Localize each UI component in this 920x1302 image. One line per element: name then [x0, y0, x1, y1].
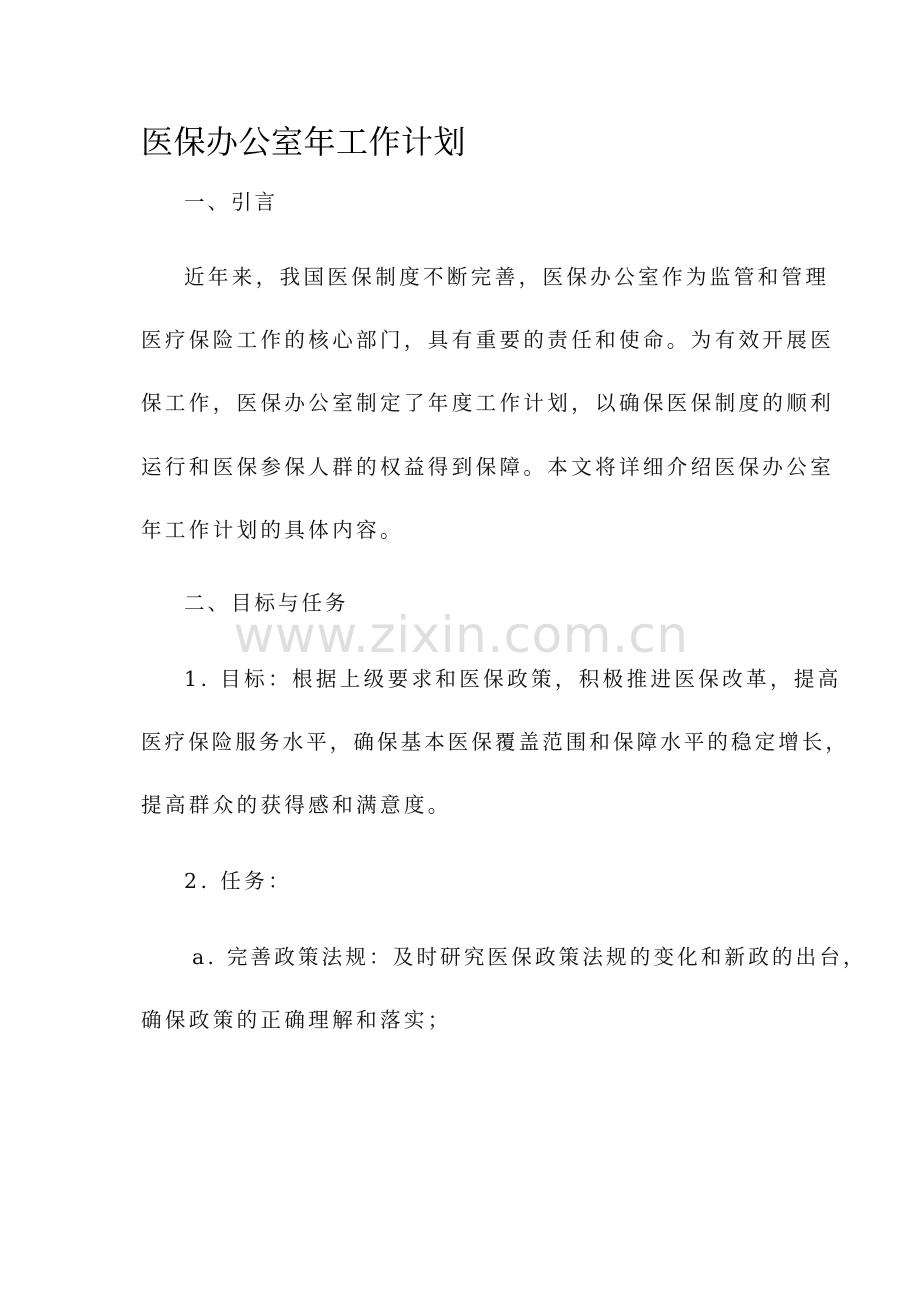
watermark: www.zixin.com.cn: [233, 606, 689, 664]
intro-paragraph-line: 保工作，医保办公室制定了年度工作计划，以确保医保制度的顺利: [141, 391, 835, 415]
goal-paragraph-line: 医疗保险服务水平，确保基本医保覆盖范围和保障水平的稳定增长，: [141, 730, 849, 754]
section-heading-goals-tasks: 二、目标与任务: [184, 591, 349, 615]
goal-paragraph-line: 1. 目标：根据上级要求和医保政策，积极推进医保改革，提高: [184, 667, 842, 691]
task-a-line: a. 完善政策法规：及时研究医保政策法规的变化和新政的出台，: [192, 945, 867, 969]
task-a-line: 确保政策的正确理解和落实；: [141, 1008, 452, 1032]
goal-paragraph-line: 提高群众的获得感和满意度。: [141, 793, 452, 817]
intro-paragraph-line: 年工作计划的具体内容。: [141, 518, 404, 542]
intro-paragraph-line: 近年来，我国医保制度不断完善，医保办公室作为监管和管理: [184, 265, 830, 289]
document-title: 医保办公室年工作计划: [141, 123, 467, 161]
task-heading: 2. 任务：: [184, 869, 292, 893]
intro-paragraph-line: 医疗保险工作的核心部门，具有重要的责任和使命。为有效开展医: [141, 328, 835, 352]
intro-paragraph-line: 运行和医保参保人群的权益得到保障。本文将详细介绍医保办公室: [141, 455, 835, 479]
section-heading-introduction: 一、引言: [184, 190, 278, 214]
